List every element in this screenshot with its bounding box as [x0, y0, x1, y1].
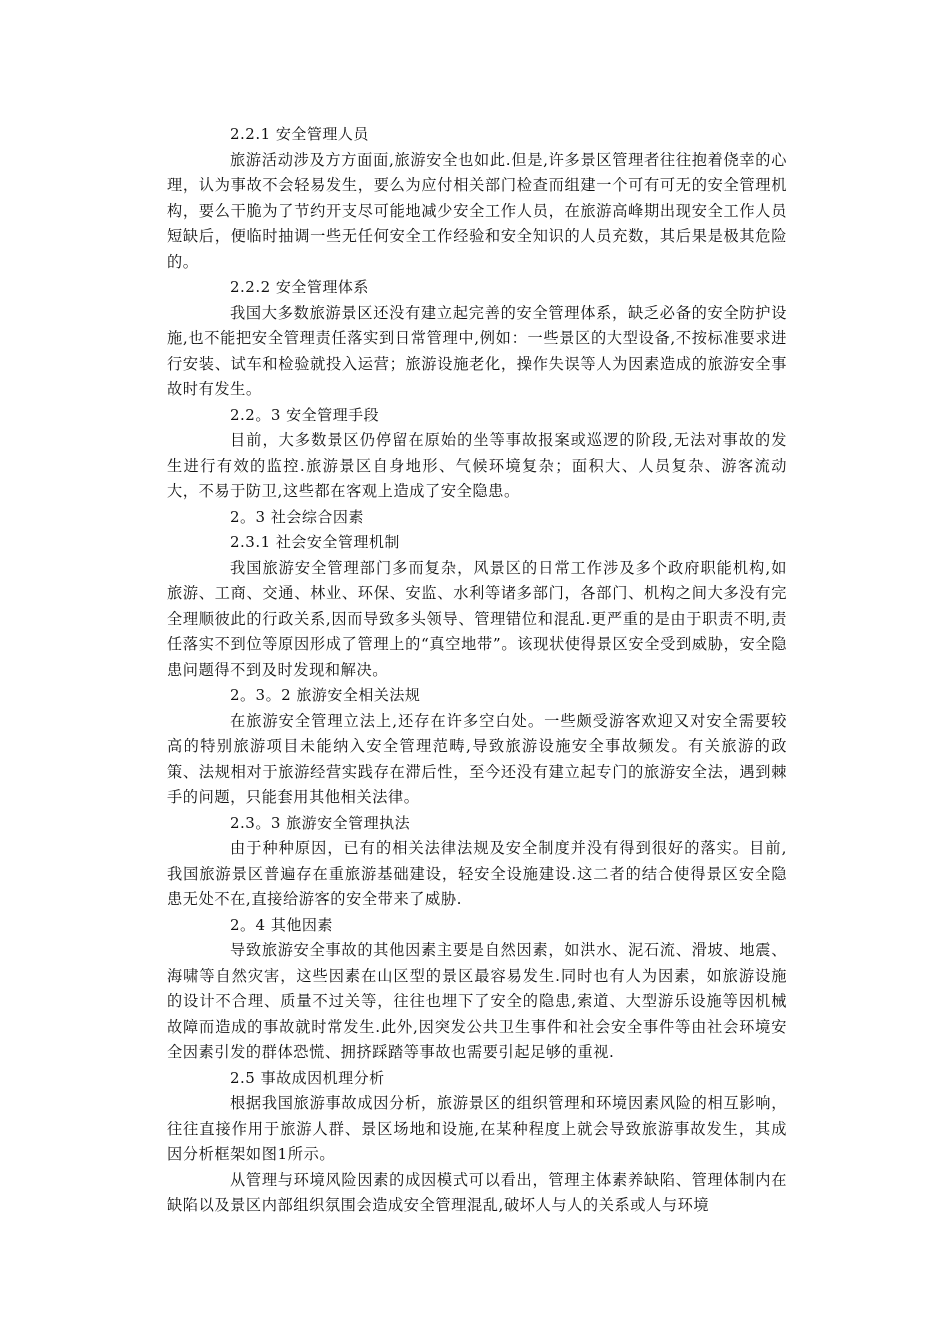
- body-paragraph: 根据我国旅游事故成因分析，旅游景区的组织管理和环境因素风险的相互影响，往往直接作用于旅游人群、景区场地和设施,在某种程度上就会导致旅游事故发生，其成因分析框架如图1所示。: [167, 1094, 787, 1163]
- body-paragraph: 我国大多数旅游景区还没有建立起完善的安全管理体系，缺乏必备的安全防护设施,也不能把安全管理责任落实到日常管理中,例如：一些景区的大型设备,不按标准要求进行安装、试车和检验就投入运营；旅游设施老化，操作失误等人为因素造成的旅游安全事故时有发生。: [167, 303, 787, 398]
- body-paragraph: 由于种种原因，已有的相关法律法规及安全制度并没有得到很好的落实。目前,我国旅游景区普遍存在重旅游基础建设，轻安全设施建设.这二者的结合使得景区安全隐患无处不在,直接给游客的安全带来了威胁.: [167, 839, 787, 908]
- document-page: [167, 122, 787, 1219]
- section-heading: 2.2.2 安全管理体系: [230, 278, 369, 296]
- section-heading: 2.3。3 旅游安全管理执法: [230, 813, 411, 832]
- body-paragraph: 在旅游安全管理立法上,还存在许多空白处。一些颇受游客欢迎又对安全需要较高的特别旅游项目未能纳入安全管理范畴,导致旅游设施安全事故频发。有关旅游的政策、法规相对于旅游经营实践存在滞后性，至今还没有建立起专门的旅游安全法，遇到棘手的问题，只能套用其他相关法律。: [167, 711, 787, 806]
- body-paragraph: 从管理与环境风险因素的成因模式可以看出，管理主体素养缺陷、管理体制内在缺陷以及景区内部组织氛围会造成安全管理混乱,破坏人与人的关系或人与环境: [167, 1170, 787, 1214]
- section-heading: 2.5 事故成因机理分析: [230, 1068, 385, 1087]
- body-paragraph: 旅游活动涉及方方面面,旅游安全也如此.但是,许多景区管理者往往抱着侥幸的心理，认为事故不会轻易发生，要么为应付相关部门检查而组建一个可有可无的安全管理机构，要么干脆为了节约开支尽可能地减少安全工作人员，在旅游高峰期出现安全工作人员短缺后，便临时抽调一些无任何安全工作经验和安全知识的人员充数，其后果是极其危险的。: [167, 150, 787, 271]
- section-heading: 2.2.1 安全管理人员: [230, 125, 369, 143]
- section-heading: 2。3。2 旅游安全相关法规: [230, 686, 421, 704]
- section-heading: 2.2。3 安全管理手段: [230, 405, 380, 424]
- section-heading: 2。4 其他因素: [230, 915, 333, 934]
- body-paragraph: 我国旅游安全管理部门多而复杂，风景区的日常工作涉及多个政府职能机构,如旅游、工商、交通、林业、环保、安监、水利等诸多部门，各部门、机构之间大多没有完全理顺彼此的行政关系,因而导致多头领导、管理错位和混乱.更严重的是由于职责不明,责任落实不到位等原因形成了管理上的“真空地带”。该现状使得景区安全受到威胁，安全隐患问题得不到及时发现和解决。: [167, 558, 787, 679]
- section-heading: 2.3.1 社会安全管理机制: [230, 533, 400, 551]
- section-heading: 2。3 社会综合因素: [230, 507, 364, 526]
- body-paragraph: 导致旅游安全事故的其他因素主要是自然因素，如洪水、泥石流、滑坡、地震、海啸等自然灾害，这些因素在山区型的景区最容易发生.同时也有人为因素，如旅游设施的设计不合理、质量不过关等，往往也埋下了安全的隐患,索道、大型游乐设施等因机械故障而造成的事故就时常发生.此外,因突发公共卫生事件和社会安全事件等由社会环境安全因素引发的群体恐慌、拥挤踩踏等事故也需要引起足够的重视.: [167, 941, 787, 1061]
- body-paragraph: 目前，大多数景区仍停留在原始的坐等事故报案或巡逻的阶段,无法对事故的发生进行有效的监控.旅游景区自身地形、气候环境复杂；面积大、人员复杂、游客流动大，不易于防卫,这些都在客观上造成了安全隐患。: [167, 431, 787, 500]
